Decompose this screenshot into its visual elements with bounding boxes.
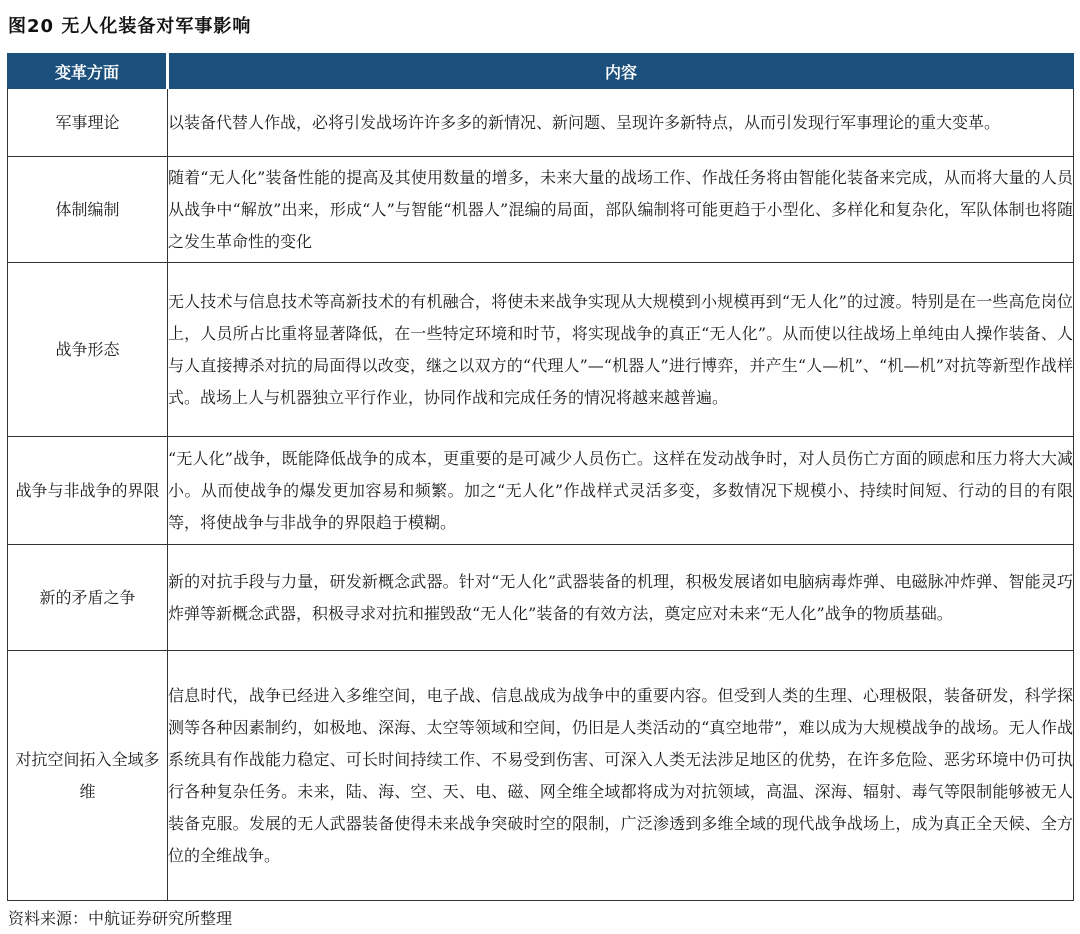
content-cell: 以装备代替人作战，必将引发战场许许多多的新情况、新问题、呈现许多新特点，从而引发现行军事理论的重大变革。 (168, 89, 1074, 157)
content-cell: 随着“无人化”装备性能的提高及其使用数量的增多，未来大量的战场工作、作战任务将由智能化装备来完成，从而将大量的人员从战争中“解放”出来，形成“人”与智能“机器人”混编的局面，部队编制将可能更趋于小型化、多样化和复杂化，军队体制也将随之发生革命性的变化 (168, 157, 1074, 263)
table-row (8, 157, 1074, 263)
aspect-cell: 新的矛盾之争 (8, 545, 168, 651)
content-cell: 新的对抗手段与力量，研发新概念武器。针对“无人化”武器装备的机理，积极发展诸如电脑病毒炸弹、电磁脉冲炸弹、智能灵巧炸弹等新概念武器，积极寻求对抗和摧毁敌“无人化”装备的有效方法，奠定应对未来“无人化”战争的物质基础。 (168, 545, 1074, 651)
content-cell: “无人化”战争，既能降低战争的成本，更重要的是可减少人员伤亡。这样在发动战争时，对人员伤亡方面的顾虑和压力将大大减小。从而使战争的爆发更加容易和频繁。加之“无人化”作战样式灵活多变，多数情况下规模小、持续时间短、行动的目的有限等，将使战争与非战争的界限趋于模糊。 (168, 437, 1074, 545)
aspect-cell: 军事理论 (8, 89, 168, 157)
aspect-cell: 对抗空间拓入全域多维 (8, 651, 168, 901)
source-note: 资料来源：中航证券研究所整理 (8, 909, 233, 928)
aspect-cell: 战争与非战争的界限 (8, 437, 168, 545)
aspect-cell: 体制编制 (8, 157, 168, 263)
aspect-cell: 战争形态 (8, 263, 168, 437)
column-header-content: 内容 (168, 54, 1074, 89)
table-row (8, 437, 1074, 545)
table-header-row (8, 54, 1074, 89)
table-row (8, 545, 1074, 651)
column-header-aspect: 变革方面 (8, 54, 168, 89)
table-row (8, 263, 1074, 437)
content-cell: 无人技术与信息技术等高新技术的有机融合，将使未来战争实现从大规模到小规模再到“无人化”的过渡。特别是在一些高危岗位上，人员所占比重将显著降低，在一些特定环境和时节，将实现战争的真正“无人化”。从而使以往战场上单纯由人操作装备、人与人直接搏杀对抗的局面得以改变，继之以双方的“代理人”—“机器人”进行博弈，并产生“人—机”、“机—机”对抗等新型作战样式。战场上人与机器独立平行作业，协同作战和完成任务的情况将越来越普遍。 (168, 263, 1074, 437)
table-row (8, 89, 1074, 157)
content-cell: 信息时代，战争已经进入多维空间，电子战、信息战成为战争中的重要内容。但受到人类的生理、心理极限，装备研发，科学探测等各种因素制约，如极地、深海、太空等领域和空间，仍旧是人类活动的“真空地带”，难以成为大规模战争的战场。无人作战系统具有作战能力稳定、可长时间持续工作、不易受到伤害、可深入人类无法涉足地区的优势，在许多危险、恶劣环境中仍可执行各种复杂任务。未来，陆、海、空、天、电、磁、网全维全域都将成为对抗领域，高温、深海、辐射、毒气等限制能够被无人装备克服。发展的无人武器装备使得未来战争突破时空的限制，广泛渗透到多维全域的现代战争战场上，成为真正全天候、全方位的全维战争。 (168, 651, 1074, 901)
impact-table (7, 53, 1074, 901)
table-row (8, 651, 1074, 901)
figure-title: 图20 无人化装备对军事影响 (8, 16, 252, 37)
